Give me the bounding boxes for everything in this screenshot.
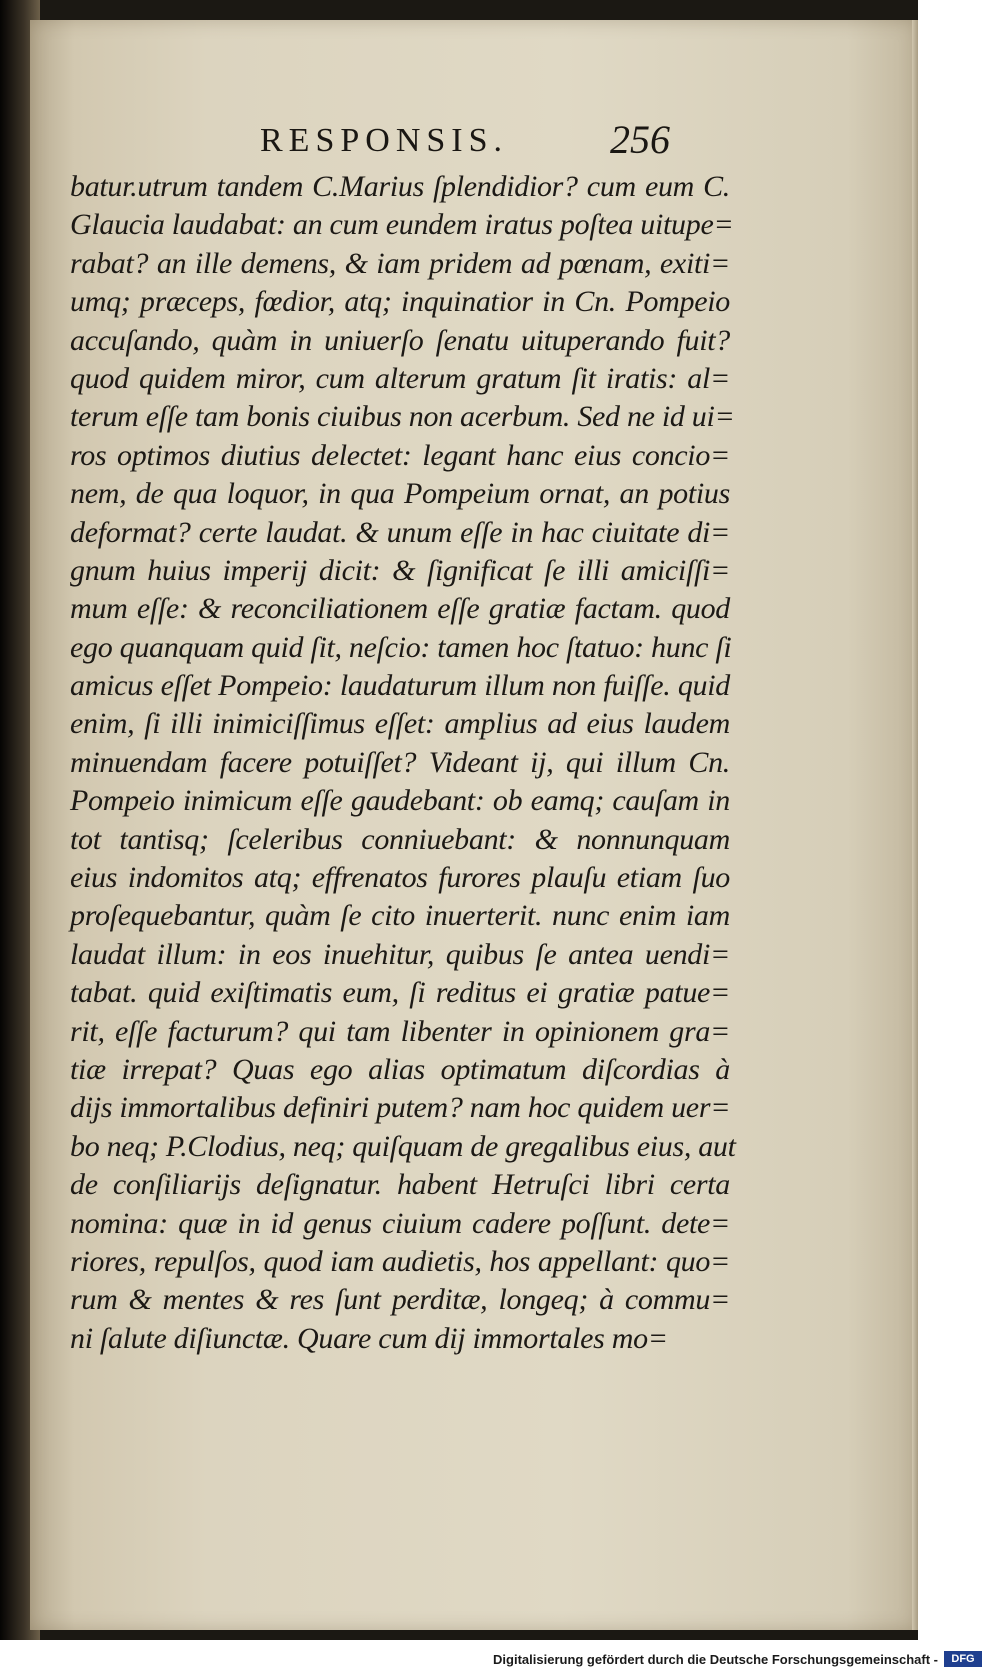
text-line: dijs immortalibus definiri putem? nam hoc quidem uer= — [70, 1091, 731, 1125]
text-line: gnum huius imperij dicit: & ſignificat ſe illi amiciſſi= — [70, 553, 730, 587]
running-head-title: RESPONSIS. — [260, 122, 509, 159]
text-line: amicus eſſet Pompeio: laudaturum illum non fuiſſe. quid — [70, 669, 730, 703]
text-line: accuſando, quàm in uniuerſo ſenatu uituperando fuit? — [70, 323, 730, 357]
text-line: nomina: quæ in id genus ciuium cadere poſſunt. dete= — [70, 1206, 730, 1240]
text-line: eius indomitos atq; effrenatos furores plauſu etiam ſuo — [70, 861, 730, 895]
text-line: quod quidem miror, cum alterum gratum ſit iratis: al= — [70, 361, 730, 395]
text-line: ros optimos diutius delectet: legant hanc eius concio= — [70, 438, 730, 472]
text-line: tabat. quid exiſtimatis eum, ſi reditus ei gratiæ patue= — [70, 976, 730, 1010]
page-number: 256 — [610, 117, 670, 162]
text-block — [70, 168, 736, 1358]
book-page — [30, 20, 918, 1630]
dfg-logo: DFG — [944, 1651, 982, 1667]
text-line: laudat illum: in eos inuehitur, quibus ſe antea uendi= — [70, 937, 730, 971]
text-line: rit, eſſe facturum? qui tam libenter in opinionem gra= — [70, 1014, 730, 1048]
running-head — [30, 112, 918, 172]
text-line: bo neq; P.Clodius, neq; quiſquam de gregalibus eius, aut — [70, 1129, 736, 1163]
text-line: de conſiliarijs deſignatur. habent Hetruſci libri certa — [70, 1168, 730, 1202]
text-line: tiæ irrepat? Quas ego alias optimatum diſcordias à — [70, 1052, 730, 1086]
text-line: ni ſalute diſiunctæ. Quare cum dij immortales mo= — [70, 1321, 668, 1355]
text-line: proſequebantur, quàm ſe cito inuerterit. nunc enim iam — [70, 899, 730, 933]
text-line: rum & mentes & res ſunt perditæ, longeq; à commu= — [70, 1283, 730, 1317]
text-line: mum eſſe: & reconciliationem eſſe gratiæ factam. quod — [70, 592, 730, 626]
text-line: umq; præceps, fœdior, atq; inquinatior in Cn. Pompeio — [70, 285, 730, 319]
text-line: nem, de qua loquor, in qua Pompeium ornat, an potius — [70, 477, 730, 511]
text-line: enim, ſi illi inimiciſſimus eſſet: amplius ad eius laudem — [70, 707, 730, 741]
text-line: riores, repulſos, quod iam audietis, hos appellant: quo= — [70, 1244, 730, 1278]
footer-bar — [0, 1640, 1000, 1675]
text-line: ego quanquam quid ſit, neſcio: tamen hoc ſtatuo: hunc ſi — [70, 630, 732, 664]
text-line: tot tantisq; ſceleribus conniuebant: & nonnunquam — [70, 822, 730, 856]
text-line: rabat? an ille demens, & iam pridem ad pœnam, exiti= — [70, 246, 730, 280]
text-line: minuendam facere potuiſſet? Videant ij, qui illum Cn. — [70, 745, 730, 779]
text-line: Pompeio inimicum eſſe gaudebant: ob eamq; cauſam in — [70, 784, 730, 818]
text-line: batur.utrum tandem C.Marius ſplendidior? cum eum C. — [70, 170, 730, 203]
text-line: Glaucia laudabat: an cum eundem iratus poſtea uitupe= — [70, 208, 734, 242]
footer-credit: Digitalisierung gefördert durch die Deutsche Forschungsgemeinschaft - — [493, 1652, 938, 1667]
text-line: terum eſſe tam bonis ciuibus non acerbum. Sed ne id ui= — [70, 400, 735, 434]
page-edge — [912, 20, 918, 1630]
text-line: deformat? certe laudat. & unum eſſe in hac ciuitate di= — [70, 515, 730, 549]
